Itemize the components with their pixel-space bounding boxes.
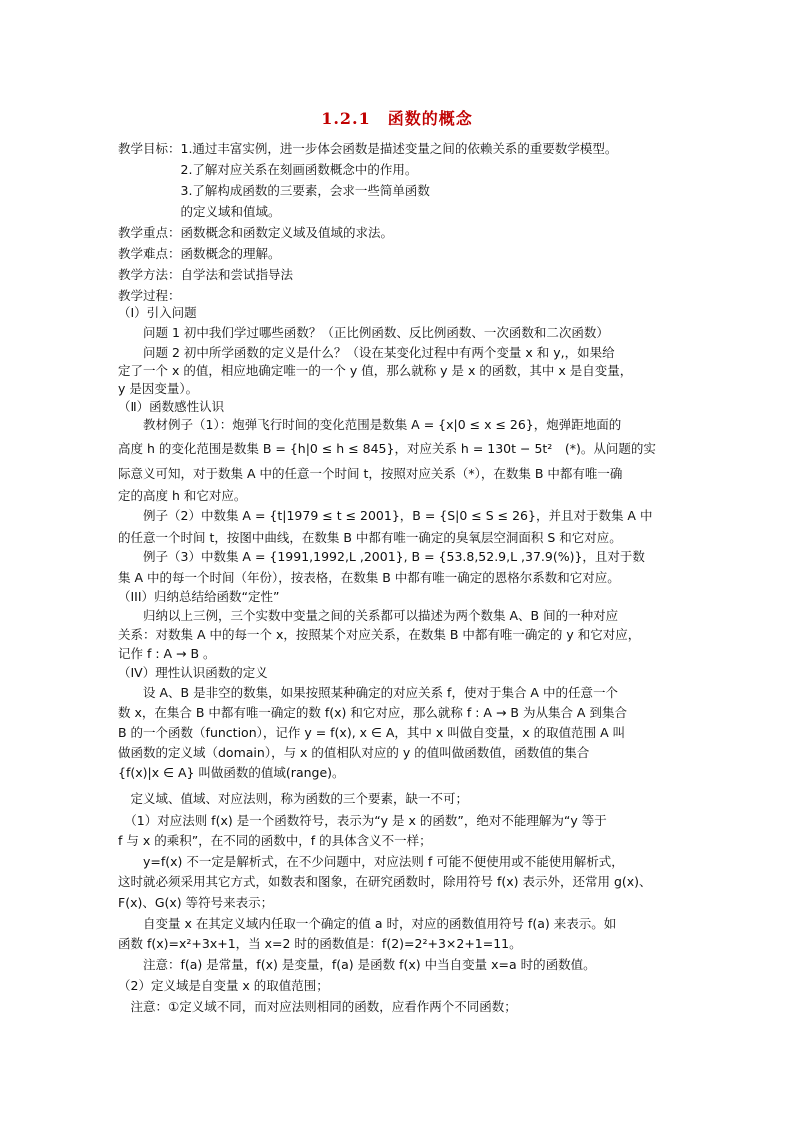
objective-2: 2.了解对应关系在刻画函数概念中的作用。 (118, 162, 418, 177)
summary-1: 归纳以上三例，三个实数中变量之间的关系都可以描述为两个数集 A、B 间的一种对应 (118, 608, 619, 623)
definition-5: {f(x)|x ∈ A} 叫做函数的值域(range)。 (118, 765, 345, 780)
section-1-heading: （Ⅰ）引入问题 (118, 305, 197, 320)
rule-note-5: F(x)、G(x) 等符号来表示； (118, 895, 274, 910)
difficult-points: 教学难点：函数概念的理解。 (118, 246, 281, 261)
domain-note-1: （2）定义域是自变量 x 的取值范围； (118, 978, 329, 993)
summary-3: 记作 f : A → B 。 (118, 646, 216, 661)
rule-note-1: （1）对应法则 f(x) 是一个函数符号，表示为“y 是 x 的函数”，绝对不能理解为“y 等于 (118, 813, 607, 828)
example-1: 教材例子（1）：炮弹飞行时间的变化范围是数集 A = {x|0 ≤ x ≤ 26}，炮弹距地面的 (118, 417, 622, 432)
section-3-heading: （III）归纳总结给函数“定性” (118, 589, 280, 604)
definition-2: 数 x，在集合 B 中都有唯一确定的数 f(x) 和它对应，那么就称 f : A → B 为从集合 A 到集合 (118, 705, 627, 720)
example-3-cont: 集 A 中的每一个时间（年份），按表格，在数集 B 中都有唯一确定的恩格尔系数和它对应。 (118, 570, 620, 585)
question-1: 问题 1 初中我们学过哪些函数？（正比例函数、反比例函数、一次函数和二次函数） (118, 325, 609, 340)
teaching-process-heading: 教学过程： (118, 288, 181, 303)
objective-1: 教学目标：1.通过丰富实例，进一步体会函数是描述变量之间的依赖关系的重要数学模型。 (118, 141, 618, 156)
rule-note-3: y=f(x) 不一定是解析式，在不少问题中，对应法则 f 可能不便使用或不能使用解析式， (118, 854, 624, 869)
objective-3: 3.了解构成函数的三要素，会求一些简单函数 (118, 183, 430, 198)
rule-note-2: f 与 x 的乘积”，在不同的函数中，f 的具体含义不一样； (118, 833, 432, 848)
page-title: 1.2.1 函数的概念 (321, 109, 473, 128)
example-2-cont: 的任意一个时间 t，按图中曲线，在数集 B 中都有唯一确定的臭氧层空洞面积 S 和它对应。 (118, 530, 622, 545)
teaching-method: 教学方法：自学法和尝试指导法 (118, 267, 294, 282)
example-1-cont-1: 高度 h 的变化范围是数集 B = {h|0 ≤ h ≤ 845}，对应关系 h = 130t − 5t² (*)。从问题的实 (118, 441, 656, 456)
domain-note-2: 注意：①定义域不同，而对应法则相同的函数，应看作两个不同函数； (118, 999, 517, 1014)
value-note-1: 自变量 x 在其定义域内任取一个确定的值 a 时，对应的函数值用符号 f(a) 来表示。如 (118, 916, 617, 931)
rule-note-4: 这时就必须采用其它方式，如数表和图象，在研究函数时，除用符号 f(x) 表示外，还常用 g(x)、 (118, 874, 652, 889)
section-4-heading: （IV）理性认识函数的定义 (118, 665, 268, 680)
key-points: 教学重点：函数概念和函数定义域及值域的求法。 (118, 225, 394, 240)
definition-1: 设 A、B 是非空的数集，如果按照某种确定的对应关系 f，使对于集合 A 中的任意一个 (118, 685, 618, 700)
value-note-2: 函数 f(x)=x²+3x+1，当 x=2 时的函数值是：f(2)=2²+3×2+1=11。 (118, 936, 522, 951)
question-2-cont-1: 定了一个 x 的值，相应地确定唯一的一个 y 值，那么就称 y 是 x 的函数，其中 x 是自变量， (118, 363, 633, 378)
example-2: 例子（2）中数集 A = {t|1979 ≤ t ≤ 2001}，B = {S|0 ≤ S ≤ 26}，并且对于数集 A 中 (118, 508, 653, 523)
question-2-cont-2: y 是因变量）。 (118, 381, 199, 396)
question-2: 问题 2 初中所学函数的定义是什么？（设在某变化过程中有两个变量 x 和 y,，如果给 (118, 345, 615, 360)
example-1-cont-3: 定的高度 h 和它对应。 (118, 488, 247, 503)
example-3: 例子（3）中数集 A = {1991,1992,L ,2001}, B = {53.8,52.9,L ,37.9(%)}，且对于数 (118, 549, 645, 564)
three-elements: 定义域、值域、对应法则，称为函数的三个要素，缺一不可； (118, 791, 469, 806)
definition-4: 做函数的定义域（domain），与 x 的值相队对应的 y 的值叫做函数值，函数值的集合 (118, 745, 590, 760)
summary-2: 关系：对数集 A 中的每一个 x，按照某个对应关系，在数集 B 中都有唯一确定的 y 和它对应， (118, 627, 641, 642)
example-1-cont-2: 际意义可知，对于数集 A 中的任意一个时间 t，按照对应关系（*），在数集 B 中都有唯一确 (118, 466, 623, 481)
objective-3-cont: 的定义域和值域。 (118, 204, 281, 219)
definition-3: B 的一个函数（function），记作 y = f(x), x ∈ A，其中 x 叫做自变量，x 的取值范围 A 叫 (118, 725, 626, 740)
value-note-3: 注意：f(a) 是常量，f(x) 是变量，f(a) 是函数 f(x) 中当自变量 x=a 时的函数值。 (118, 957, 596, 972)
section-2-heading: （Ⅱ）函数感性认识 (118, 399, 225, 414)
